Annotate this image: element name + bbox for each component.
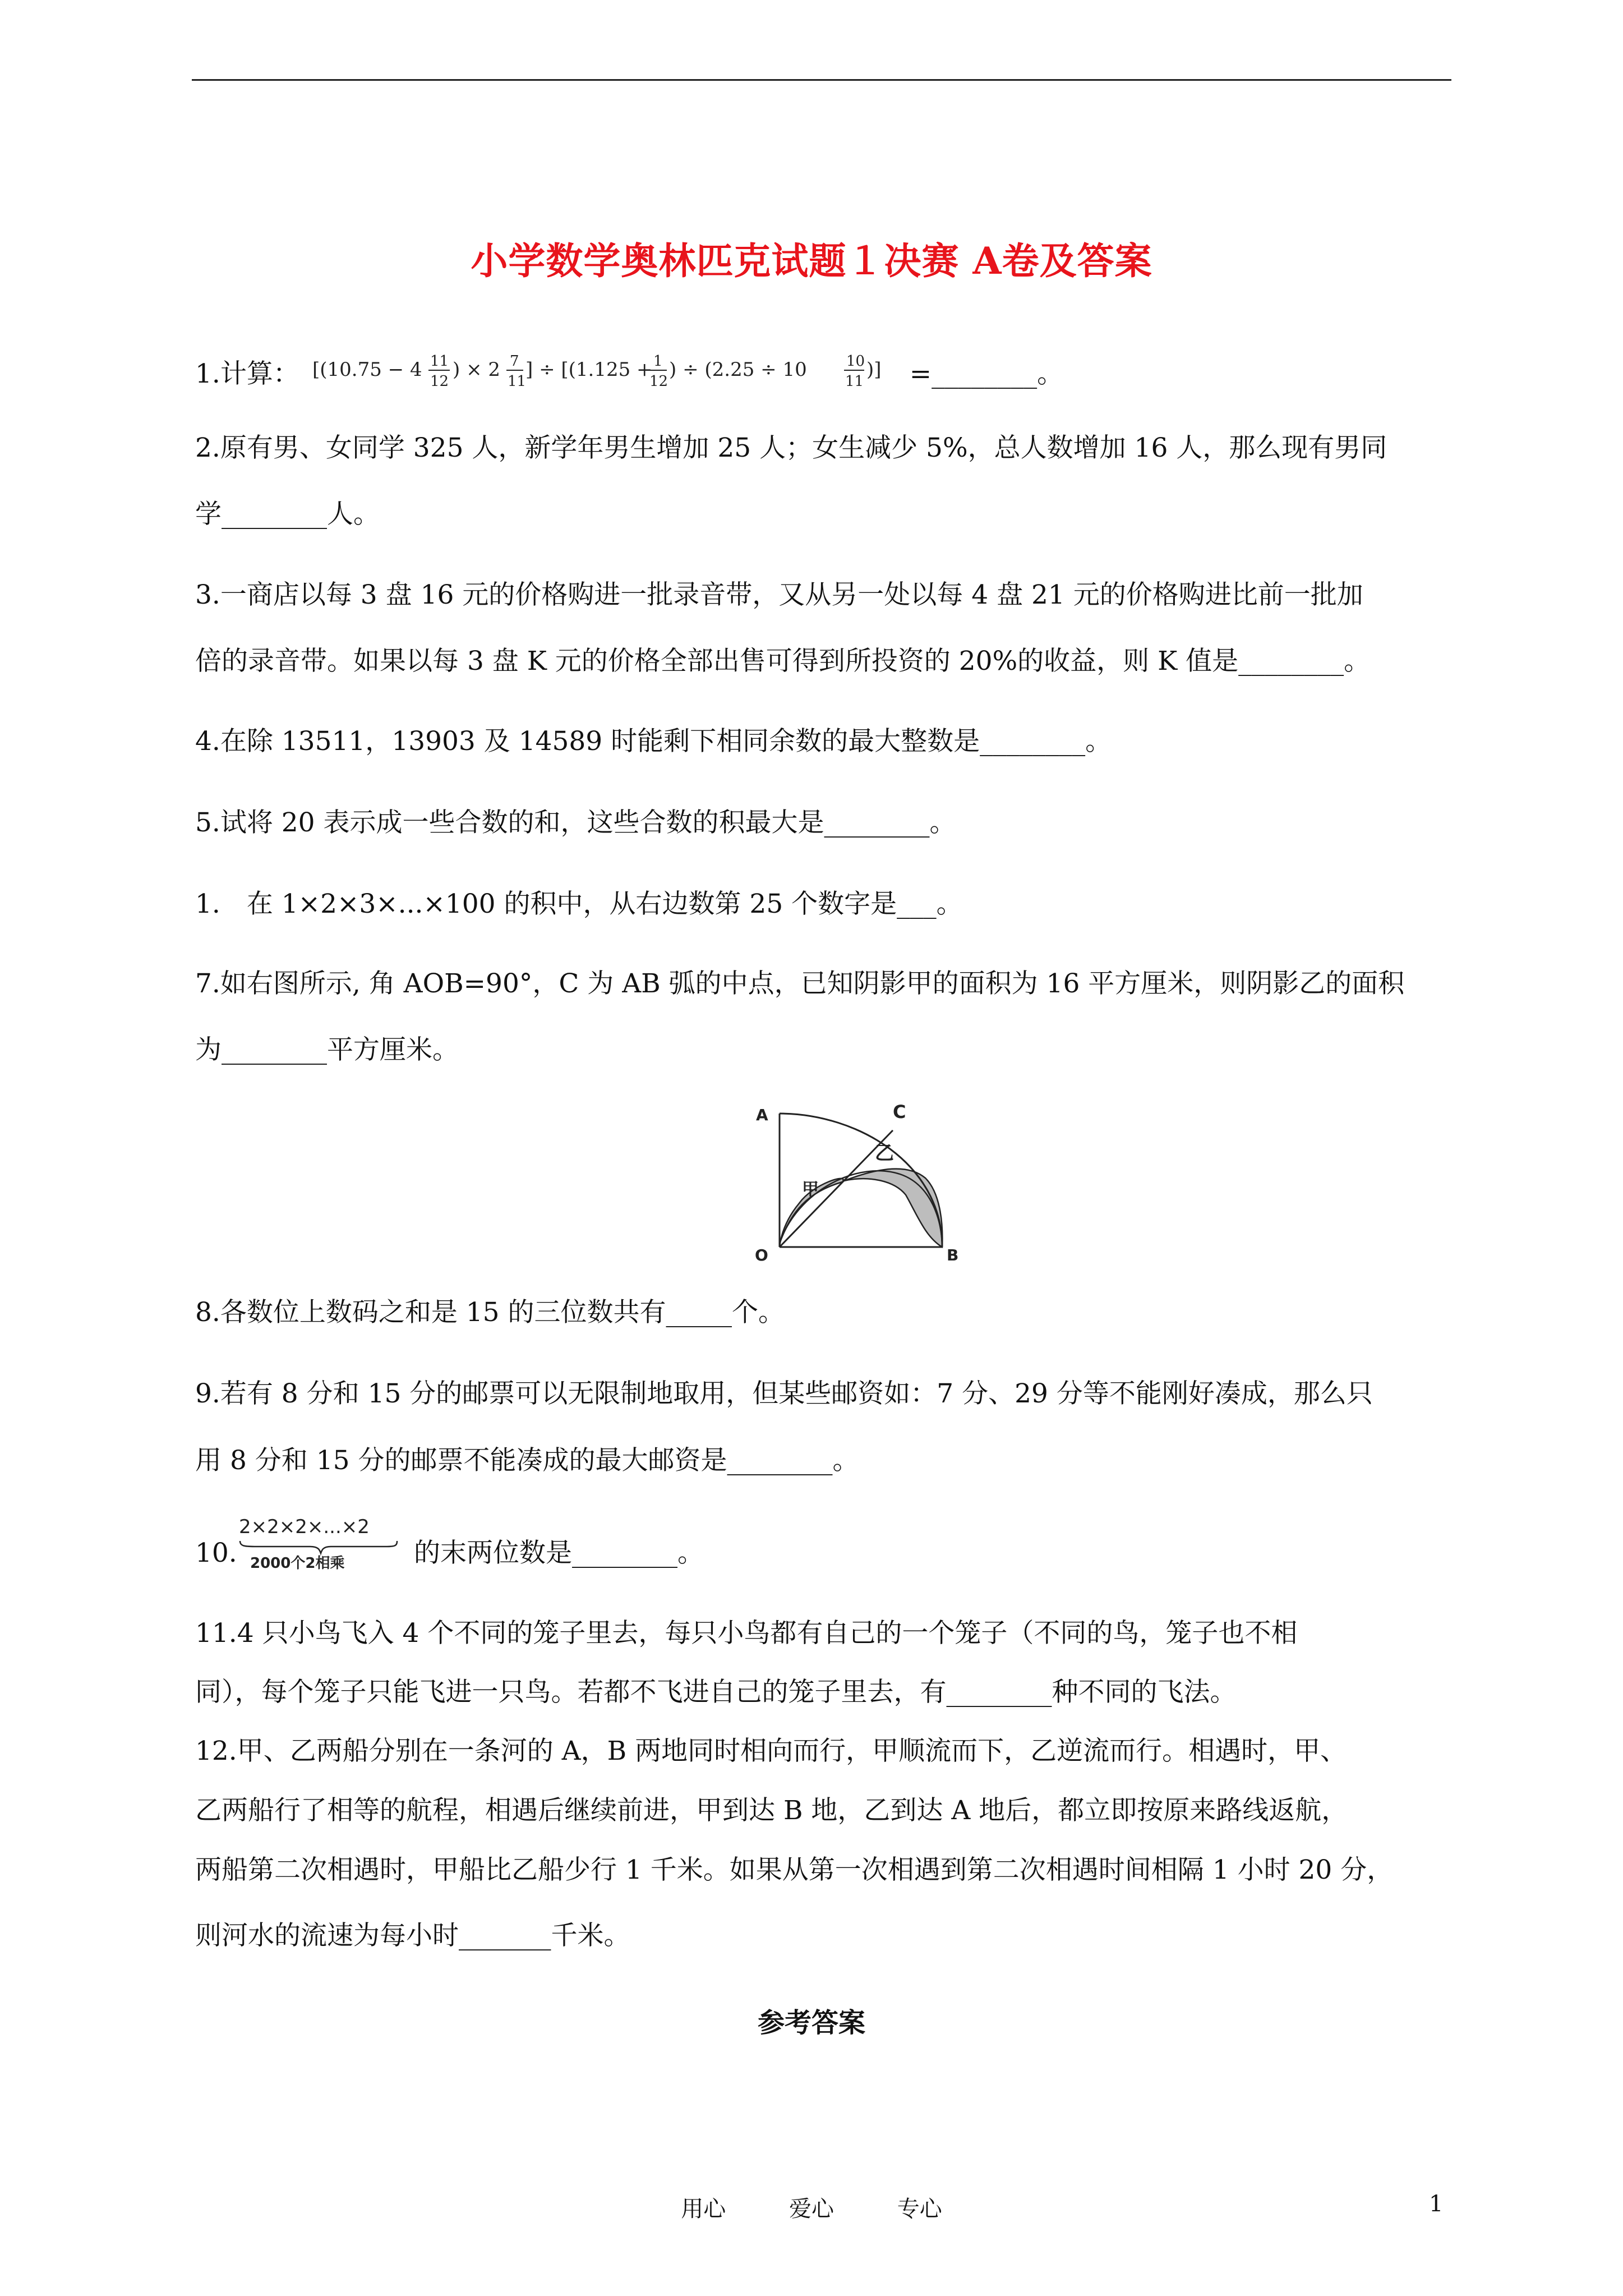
q11-line2: 同），每个笼子只能飞进一只鸟。若都不飞进自己的笼子里去，有________种不同的飞法。	[195, 1677, 1237, 1708]
q2-line2: 学________人。	[195, 499, 380, 530]
q1-formula	[312, 349, 901, 399]
q9-line2: 用 8 分和 15 分的邮票不能凑成的最大邮资是________。	[195, 1445, 859, 1476]
q3-line1: 3.一商店以每 3 盘 16 元的价格购进一批录音带，又从另一处以每 4 盘 21 元的价格购进比前一批加	[195, 579, 1363, 610]
f1d: 12	[430, 373, 449, 390]
label-b: B	[947, 1246, 959, 1264]
f-mul: ) × 2	[452, 358, 500, 381]
f-div: ) ÷ (2.25 ÷ 10	[668, 358, 807, 381]
f2n: 7	[509, 353, 519, 370]
footer-a: 用心	[681, 2196, 726, 2222]
label-yi: 乙	[875, 1142, 894, 1165]
f2d: 11	[507, 373, 526, 390]
f3n: 1	[653, 353, 663, 370]
q7-line1: 7.如右图所示, 角 AOB=90°，C 为 AB 弧的中点，已知阴影甲的面积为 16 平方厘米，则阴影乙的面积	[195, 968, 1405, 999]
q12-line1: 12.甲、乙两船分别在一条河的 A，B 两地同时相向而行，甲顺流而下，乙逆流而行。相遇时，甲、	[195, 1736, 1347, 1766]
q12-line4: 则河水的流速为每小时_______千米。	[195, 1920, 630, 1951]
q9-line1: 9.若有 8 分和 15 分的邮票可以无限制地取用，但某些邮资如：7 分、29 分等不能刚好凑成，那么只	[195, 1378, 1373, 1409]
q12-line2: 乙两船行了相等的航程，相遇后继续前进，甲到达 B 地，乙到达 A 地后，都立即按原来路线返航，	[195, 1795, 1348, 1826]
question-6: 1. 在 1×2×3×...×100 的积中，从右边数第 25 个数字是___。	[195, 889, 963, 919]
question-4: 4.在除 13511，13903 及 14589 时能剩下相同余数的最大整数是________。	[195, 726, 1112, 757]
q3-line2: 倍的录音带。如果以每 3 盘 K 元的价格全部出售可得到所投资的 20%的收益，则 K 值是________。	[195, 646, 1371, 677]
q1-suffix: =________。	[909, 358, 1064, 389]
page-title: 小学数学奥林匹克试题１决赛 A卷及答案	[471, 239, 1152, 283]
header-rule	[192, 79, 1451, 81]
question-5: 5.试将 20 表示成一些合数的和，这些合数的积最大是________。	[195, 807, 956, 838]
q10-brace-label: 2000个2相乘	[250, 1555, 345, 1572]
label-a: A	[756, 1106, 768, 1124]
footer	[0, 2191, 1623, 2223]
f4n: 10	[846, 353, 865, 370]
f-close: )]	[866, 358, 882, 381]
q11-line1: 11.4 只小鸟飞入 4 个不同的笼子里去，每只小鸟都有自己的一个笼子（不同的鸟，笼子也不相	[195, 1618, 1298, 1649]
f1n: 11	[430, 353, 449, 370]
f3d: 12	[649, 373, 668, 390]
q1-prefix: 1.计算：	[195, 358, 299, 389]
q12-line3: 两船第二次相遇时，甲船比乙船少行 1 千米。如果从第一次相遇到第二次相遇时间相隔 1 小时 20 分，	[195, 1855, 1394, 1885]
footer-c: 专心	[897, 2196, 942, 2222]
f-open: [(10.75 − 4	[312, 358, 422, 381]
q10-expression	[234, 1511, 403, 1572]
answer-heading: 参考答案	[757, 2007, 865, 2039]
label-o: O	[755, 1246, 768, 1264]
q10-product: 2×2×2×...×2	[239, 1516, 370, 1538]
q10-prefix: 10.	[195, 1538, 237, 1568]
f4d: 11	[845, 373, 864, 390]
geometry-figure	[746, 1097, 970, 1265]
question-8: 8.各数位上数码之和是 15 的三位数共有_____个。	[195, 1297, 785, 1328]
q10-suffix: 的末两位数是________。	[414, 1538, 704, 1568]
label-c: C	[893, 1101, 906, 1122]
page-number: 1	[1429, 2191, 1444, 2217]
question-1	[195, 349, 1451, 399]
question-10	[195, 1516, 1451, 1572]
q2-line1: 2.原有男、女同学 325 人，新学年男生增加 25 人；女生减少 5%，总人数增加 16 人，那么现有男同	[195, 432, 1387, 463]
footer-b: 爱心	[789, 2196, 834, 2222]
f-mid: ] ÷ [(1.125 +	[525, 358, 653, 381]
label-jia: 甲	[802, 1180, 819, 1199]
q7-line2: 为________平方厘米。	[195, 1034, 459, 1065]
